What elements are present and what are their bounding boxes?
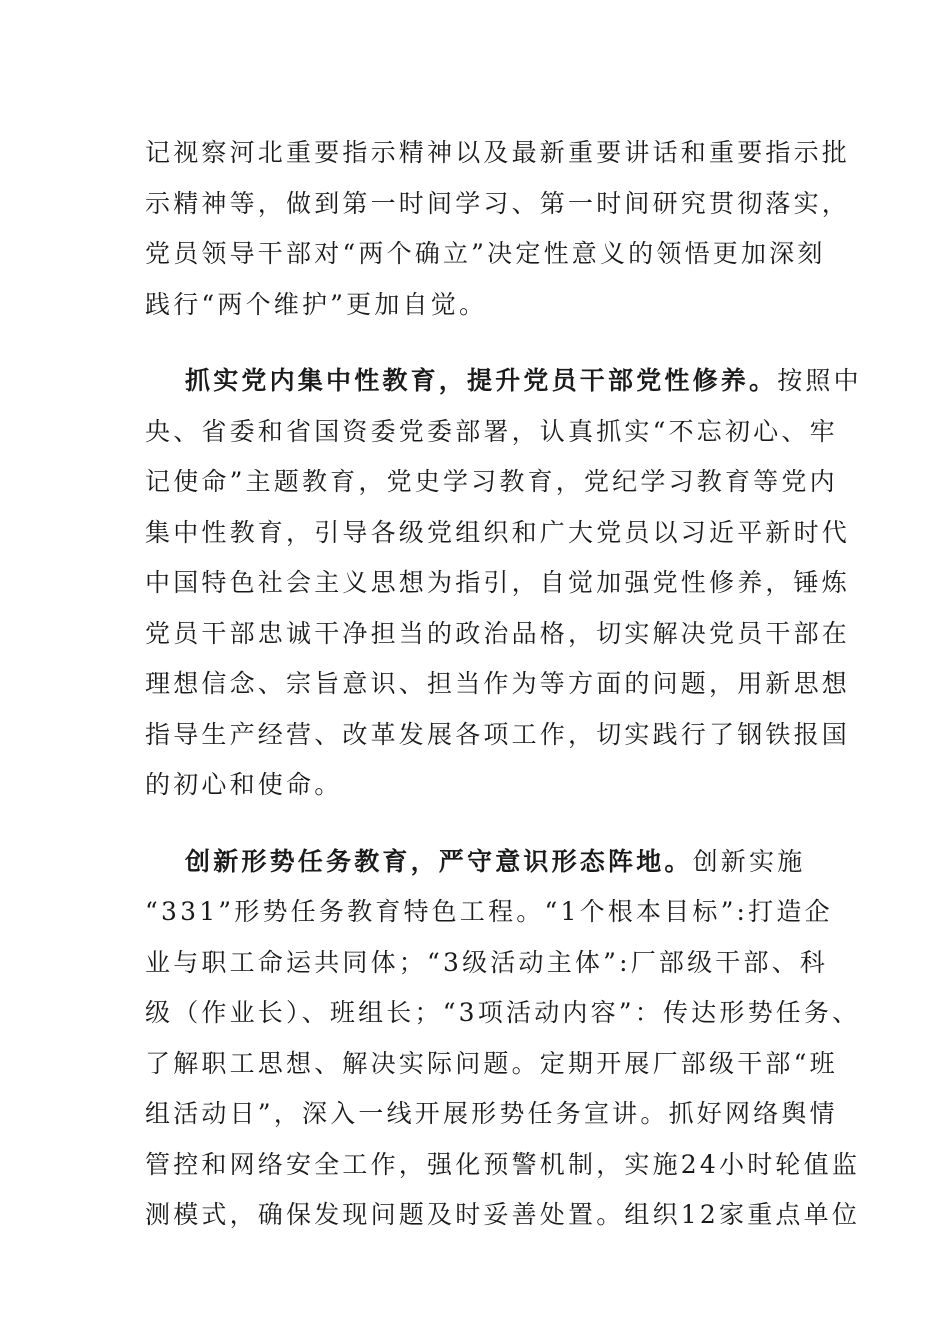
text-line: 示精神等，做到第一时间学习、第一时间研究贯彻落实， (145, 188, 851, 218)
text-line: 业与职工命运共同体；“3级活动主体”:厂部级干部、科 (145, 947, 829, 977)
text-line: 组活动日”，深入一线开展形势任务宣讲。抓好网络舆情 (145, 1099, 838, 1128)
text-line: “331”形势任务教育特色工程。“1个根本目标”:打造企 (145, 897, 833, 926)
text-line: 指导生产经营、改革发展各项工作，切实践行了钢铁报国 (145, 719, 851, 749)
text-line: 党员干部忠诚干净担当的政治品格，切实解决党员干部在 (145, 618, 851, 648)
paragraph-spacer (145, 334, 810, 360)
paragraph-heading: 创新形势任务教育，严守意识形态阵地。 (185, 846, 693, 876)
text-line: 理想信念、宗旨意识、担当作为等方面的问题，用新思想 (145, 669, 851, 698)
text-line: 央、省委和省国资委党委部署，认真抓实“不忘初心、牢 (145, 416, 838, 446)
text-line: 记使命”主题教育，党史学习教育，党纪学习教育等党内 (145, 467, 838, 496)
paragraph-first-line (145, 841, 810, 892)
paragraph-1 (145, 132, 851, 334)
paragraph-heading: 抓实党内集中性教育，提升党员干部党性修养。 (185, 366, 778, 395)
text-line: 党员领导干部对“两个确立”决定性意义的领悟更加深刻 (145, 239, 826, 268)
text-line: 了解职工思想、解决实际问题。定期开展厂部级干部“班 (145, 1048, 838, 1078)
paragraph-2 (145, 360, 862, 815)
text-run: 按照中 (777, 366, 862, 395)
text-line: 的初心和使命。 (145, 770, 343, 799)
text-line: 测模式，确保发现问题及时妥善处置。组织12家重点单位 (145, 1200, 861, 1229)
paragraph-3 (145, 841, 861, 1245)
paragraph-first-line (145, 360, 862, 411)
text-line: 中国特色社会主义思想为指引，自觉加强党性修养，锤炼 (145, 568, 851, 597)
text-line: 集中性教育，引导各级党组织和广大党员以习近平新时代 (145, 517, 851, 547)
text-line: 级（作业长）、班组长；“3项活动内容”：传达形势任务、 (145, 998, 861, 1027)
document-page (145, 132, 862, 1245)
text-line: 记视察河北重要指示精神以及最新重要讲话和重要指示批 (145, 138, 851, 167)
text-line: 管控和网络安全工作，强化预警机制，实施24小时轮值监 (145, 1149, 861, 1179)
text-run: 创新实施 (692, 846, 806, 876)
paragraph-spacer (145, 815, 810, 841)
text-line: 践行“两个维护”更加自觉。 (145, 289, 488, 319)
